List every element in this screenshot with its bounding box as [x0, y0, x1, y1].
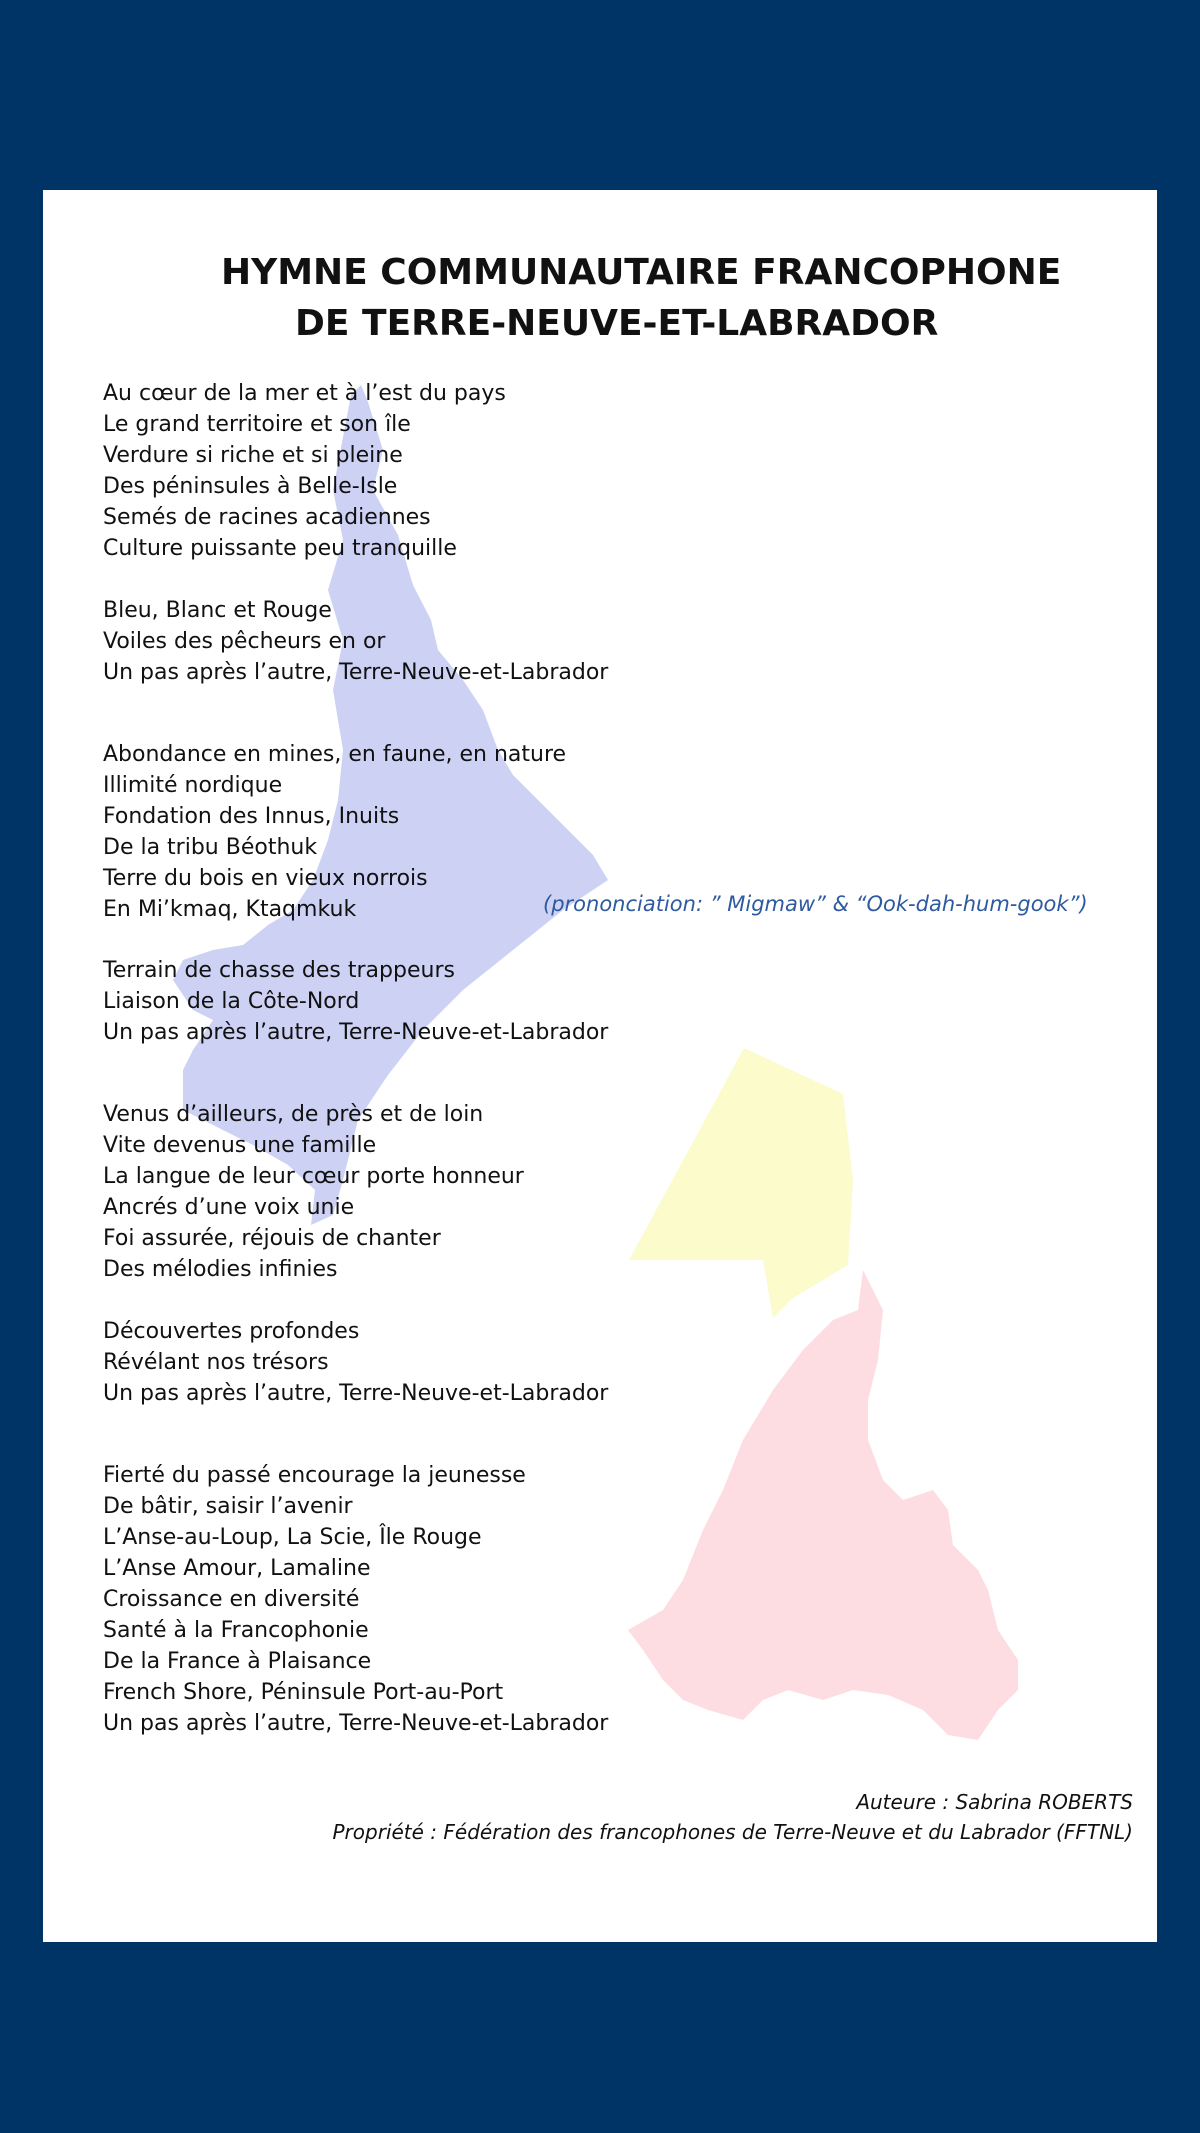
refrain-2 [103, 955, 608, 1048]
verse-line: L’Anse-au-Loup, La Scie, Île Rouge [103, 1525, 482, 1550]
page-title [103, 247, 1103, 349]
verse-line: Culture puissante peu tranquille [103, 536, 457, 561]
newfoundland-shape [628, 1270, 1018, 1740]
verse-line: Verdure si riche et si pleine [103, 443, 403, 468]
verse-line: Liaison de la Côte-Nord [103, 989, 360, 1014]
verse-line: Un pas après l’autre, Terre-Neuve-et-Labrador [103, 1711, 609, 1736]
verse-line: Terre du bois en vieux norrois [103, 866, 428, 891]
verse-line: Santé à la Francophonie [103, 1618, 369, 1643]
pronunciation-note: (prononciation: ” Migmaw” & “Ook-dah-hum-gook”) [543, 892, 1088, 916]
verse-line: Bleu, Blanc et Rouge [103, 598, 332, 623]
verse-line: Révélant nos trésors [103, 1350, 329, 1375]
title-line-1: HYMNE COMMUNAUTAIRE FRANCOPHONE [221, 252, 1062, 293]
refrain-3 [103, 1316, 608, 1409]
hymn-sheet [43, 190, 1157, 1942]
author-credit: Auteure : Sabrina ROBERTS [856, 1790, 1133, 1814]
verse-line: Ancrés d’une voix unie [103, 1195, 355, 1220]
verse-line: Illimité nordique [103, 773, 283, 798]
verse-line: Des péninsules à Belle-Isle [103, 474, 398, 499]
verse-line: Fondation des Innus, Inuits [103, 804, 400, 829]
verse-line: Un pas après l’autre, Terre-Neuve-et-Labrador [103, 660, 609, 685]
yellow-triangle-shape [629, 1048, 853, 1318]
verse-line: French Shore, Péninsule Port-au-Port [103, 1680, 504, 1705]
ownership-credit: Propriété : Fédération des francophones de Terre-Neuve et du Labrador (FFTNL) [332, 1820, 1133, 1844]
verse-line: Semés de racines acadiennes [103, 505, 431, 530]
stanza-4 [103, 1460, 608, 1739]
verse-line: Croissance en diversité [103, 1587, 360, 1612]
verse-line: De bâtir, saisir l’avenir [103, 1494, 353, 1519]
verse-line: Des mélodies infinies [103, 1257, 338, 1282]
verse-line: Terrain de chasse des trappeurs [103, 958, 455, 983]
verse-line: La langue de leur cœur porte honneur [103, 1164, 524, 1189]
verse-line: Vite devenus une famille [103, 1133, 377, 1158]
verse-line: Découvertes profondes [103, 1319, 360, 1344]
verse-line: De la tribu Béothuk [103, 835, 318, 860]
verse-line: Abondance en mines, en faune, en nature [103, 742, 567, 767]
verse-line: Venus d’ailleurs, de près et de loin [103, 1102, 484, 1127]
verse-line: De la France à Plaisance [103, 1649, 372, 1674]
verse-line: En Mi’kmaq, Ktaqmkuk [103, 897, 357, 922]
verse-line: Foi assurée, réjouis de chanter [103, 1226, 441, 1251]
stanza-2 [103, 739, 566, 925]
verse-line: Fierté du passé encourage la jeunesse [103, 1463, 526, 1488]
verse-line: Voiles des pêcheurs en or [103, 629, 386, 654]
stanza-1 [103, 378, 506, 564]
refrain-1 [103, 595, 608, 688]
verse-line: Au cœur de la mer et à l’est du pays [103, 381, 506, 406]
verse-line: L’Anse Amour, Lamaline [103, 1556, 371, 1581]
stanza-3 [103, 1099, 524, 1285]
verse-line: Un pas après l’autre, Terre-Neuve-et-Labrador [103, 1381, 609, 1406]
title-line-2: DE TERRE-NEUVE-ET-LABRADOR [295, 303, 939, 344]
verse-line: Un pas après l’autre, Terre-Neuve-et-Labrador [103, 1020, 609, 1045]
verse-line: Le grand territoire et son île [103, 412, 411, 437]
